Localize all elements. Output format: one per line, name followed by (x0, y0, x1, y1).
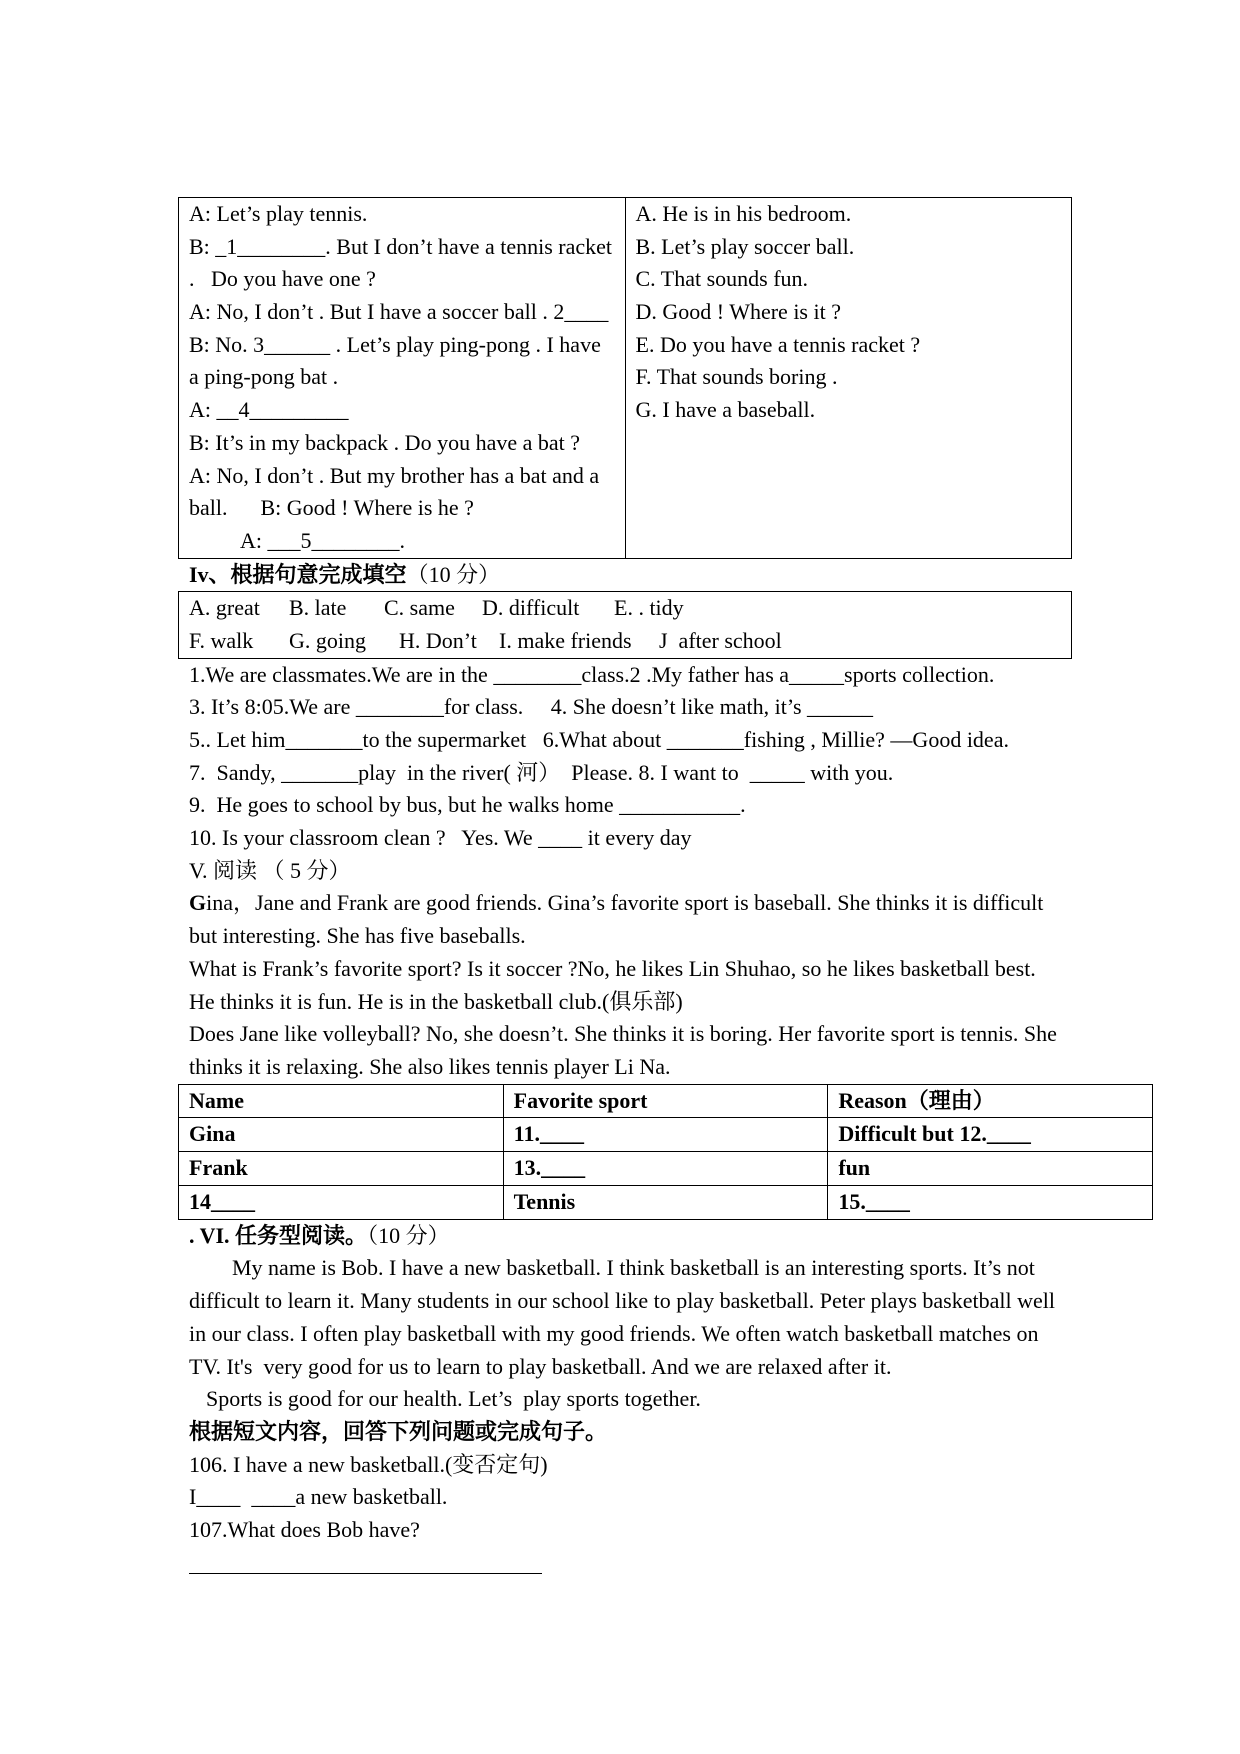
passage-line: What is Frank’s favorite sport? Is it soccer ?No, he likes Lin Shuhao, so he likes basketball best. (189, 955, 1036, 981)
option-item: B. Let’s play soccer ball. (635, 233, 855, 259)
word-bank-row (179, 592, 1071, 625)
table-header-row (179, 1085, 1153, 1119)
table-cell: Frank (179, 1152, 504, 1186)
sentence-line: 10. Is your classroom clean ? Yes. We ____ it every day (189, 825, 692, 851)
passage-line: Does Jane like volleyball? No, she doesn’t. She thinks it is boring. Her favorite sport is tennis. She (189, 1021, 1057, 1047)
instructions: 根据短文内容，回答下列问题或完成句子。 (189, 1418, 608, 1444)
sentence-line: 9. He goes to school by bus, but he walks home ___________. (189, 792, 746, 818)
passage-line: My name is Bob. I have a new basketball. I think basketball is an interesting sports. It’s not (232, 1255, 1035, 1281)
dialogue-line: A: Let’s play tennis. (189, 201, 368, 226)
table-header-cell: Reason（理由） (828, 1085, 1153, 1119)
passage-line: difficult to learn it. Many students in our school like to play basketball. Peter plays basketball well (189, 1288, 1055, 1314)
passage-line: but interesting. She has five baseballs. (189, 923, 526, 949)
table-header-cell: Name (179, 1085, 504, 1119)
dialogue-line: . Do you have one ? (189, 266, 376, 292)
table-row (179, 1118, 1153, 1152)
section-iv-score: （10 分） (406, 561, 501, 587)
dialogue-line: A: No, I don’t . But my brother has a bat and a (189, 462, 600, 488)
section-iv-title: Iv、根据句意完成填空 (189, 561, 407, 587)
table-row (179, 1152, 1153, 1186)
word-option: C. same (384, 595, 455, 621)
word-option: H. Don’t (399, 627, 477, 653)
word-option: D. difficult (482, 595, 580, 621)
dialogue-line: ball. B: Good ! Where is he ? (189, 495, 474, 521)
word-option: I. make friends (499, 627, 632, 653)
passage-line: in our class. I often play basketball with my good friends. We often watch basketball matches on (189, 1320, 1039, 1346)
passage-line: He thinks it is fun. He is in the basketball club.(俱乐部) (189, 988, 683, 1014)
passage-line: Sports is good for our health. Let’s play sports together. (206, 1386, 701, 1412)
word-option: A. great (189, 595, 260, 621)
word-option: B. late (289, 595, 347, 621)
exam-page (178, 197, 1158, 1574)
word-option: F. walk (189, 627, 254, 653)
dialogue-line: B: No. 3______ . Let’s play ping-pong . I have (189, 331, 601, 357)
word-option: J after school (659, 627, 782, 653)
dialogue-line: A: ___5________. (240, 527, 405, 553)
table-cell: 13.____ (504, 1152, 829, 1186)
section-vi-score: （10 分） (367, 1222, 450, 1248)
word-option: E. . tidy (614, 595, 684, 621)
question-line: 107.What does Bob have? (189, 1516, 420, 1542)
table-cell: fun (828, 1152, 1153, 1186)
dialogue-line: B: _1________. But I don’t have a tennis racket (189, 233, 613, 259)
passage-line: Gina，Jane and Frank are good friends. Gina’s favorite sport is baseball. She thinks it is difficult (189, 890, 1044, 916)
option-item: G. I have a baseball. (635, 397, 816, 423)
section-iv-heading (178, 559, 1158, 592)
table-cell: Gina (179, 1118, 504, 1152)
word-option: G. going (289, 627, 366, 653)
option-item: E. Do you have a tennis racket ? (635, 331, 921, 357)
word-bank-box (178, 591, 1072, 658)
option-item: A. He is in his bedroom. (635, 201, 852, 226)
word-bank-row (179, 625, 1071, 658)
table-cell: 11.____ (504, 1118, 829, 1152)
dialogue-line: a ping-pong bat . (189, 364, 339, 390)
table-header-cell: Favorite sport (504, 1085, 829, 1119)
section-vi-heading (178, 1220, 1158, 1253)
table-cell: 14____ (179, 1186, 504, 1220)
answer-line (189, 1547, 542, 1574)
dialogue-cell (179, 198, 626, 558)
dialogue-line: A: __4_________ (189, 397, 349, 423)
sentence-line: 7. Sandy, _______play in the river( 河） Please. 8. I want to _____ with you. (189, 759, 894, 785)
sentence-line: 3. It’s 8:05.We are ________for class. 4. She doesn’t like math, it’s ______ (189, 694, 874, 720)
section-vi-title: . VI. 任务型阅读。 (189, 1222, 368, 1248)
question-line: I____ ____a new basketball. (189, 1484, 448, 1510)
option-item: C. That sounds fun. (635, 266, 809, 292)
answer-table (178, 1084, 1153, 1220)
passage-line: thinks it is relaxing. She also likes tennis player Li Na. (189, 1053, 671, 1079)
option-item: F. That sounds boring . (635, 364, 838, 390)
option-item: D. Good ! Where is it ? (635, 299, 841, 325)
dialogue-line: A: No, I don’t . But I have a soccer ball . 2____ (189, 299, 609, 325)
table-cell: 15.____ (828, 1186, 1153, 1220)
dialogue-line: B: It’s in my backpack . Do you have a bat ? (189, 429, 581, 455)
question-line: 106. I have a new basketball.(变否定句) (189, 1451, 548, 1477)
table-cell: Tennis (504, 1186, 829, 1220)
section-v-heading: V. 阅读 （ 5 分） (189, 857, 351, 883)
table-cell: Difficult but 12.____ (828, 1118, 1153, 1152)
dialogue-options-cell (626, 198, 1072, 558)
sentence-line: 5.. Let him_______to the supermarket 6.What about _______fishing , Millie? —Good idea. (189, 727, 1009, 752)
passage-line: TV. It's very good for us to learn to play basketball. And we are relaxed after it. (189, 1353, 892, 1379)
sentence-line: 1.We are classmates.We are in the ________class.2 .My father has a_____sports collection. (189, 661, 995, 687)
table-row (179, 1186, 1153, 1220)
dialogue-table (178, 197, 1072, 559)
